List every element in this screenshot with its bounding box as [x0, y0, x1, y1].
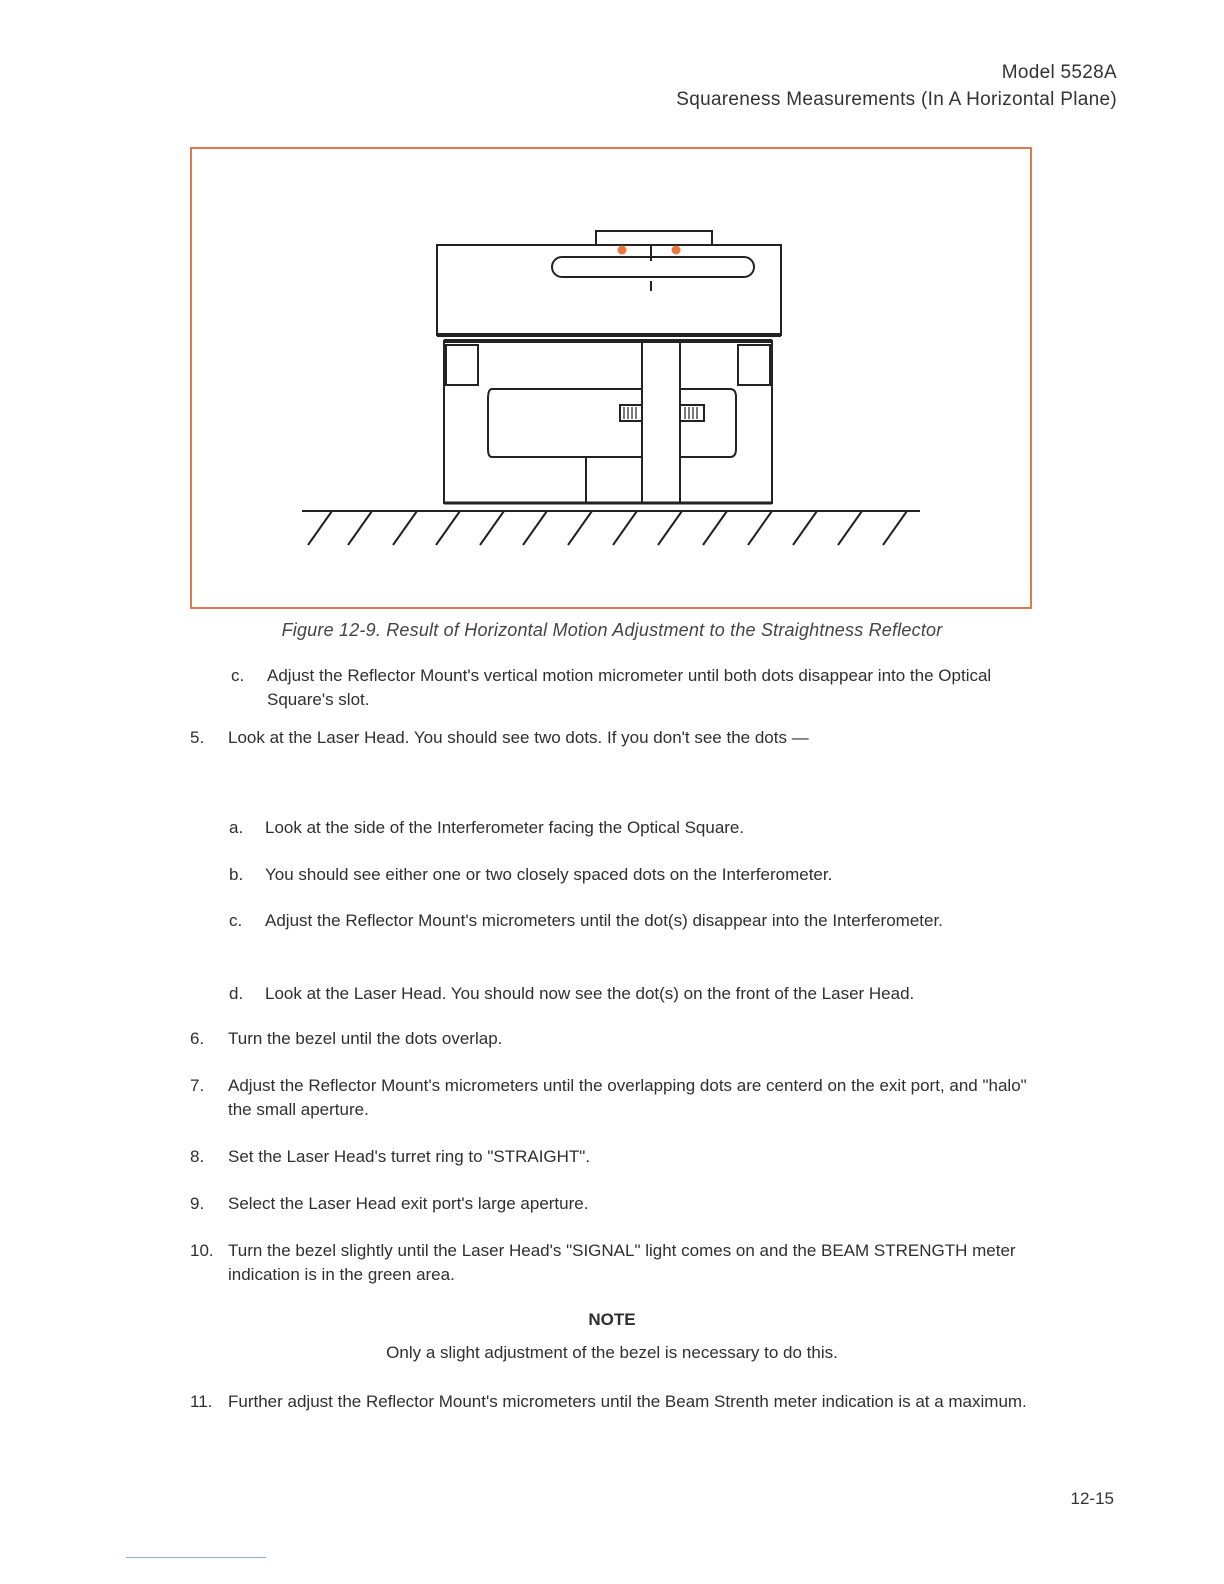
micrometer-knob-left [620, 405, 642, 421]
beam-dot-left [618, 246, 627, 255]
step-number: c. [231, 666, 245, 685]
step-text: You should see either one or two closely spaced dots on the Interferometer. [265, 865, 833, 884]
top-plate [596, 231, 712, 245]
step-number: a. [229, 818, 244, 837]
step-text: Select the Laser Head exit port's large aperture. [228, 1194, 589, 1213]
note-title: NOTE [588, 1310, 636, 1329]
step-text: Turn the bezel slightly until the Laser Head's "SIGNAL" light comes on and the BEAM STRENGTH meter indication is in the green area. [228, 1241, 1016, 1284]
beam-dot-right [672, 246, 681, 255]
step-text: Look at the side of the Interferometer facing the Optical Square. [265, 818, 745, 837]
step-text: Turn the bezel until the dots overlap. [228, 1029, 503, 1048]
step-number: d. [229, 984, 244, 1003]
micrometer-knob-right [680, 405, 704, 421]
header-section-title: Squareness Measurements (In A Horizontal Plane) [676, 89, 1117, 110]
step-number: 5. [190, 728, 205, 747]
step-number: 10. [190, 1241, 214, 1260]
step-text: Further adjust the Reflector Mount's micrometers until the Beam Strenth meter indication is at a maximum. [228, 1392, 1027, 1411]
inner-panel [488, 389, 642, 457]
step-number: c. [229, 911, 243, 930]
step-text: Adjust the Reflector Mount's micrometers until the overlapping dots are centerd on the exit port, and "halo" the small aperture. [228, 1076, 1027, 1119]
figure-frame [190, 147, 1032, 609]
reflector-illustration [192, 149, 1030, 607]
step-number: 6. [190, 1029, 205, 1048]
step-number: 11. [190, 1392, 213, 1411]
step-number: 8. [190, 1147, 205, 1166]
footer-rule [126, 1557, 266, 1558]
step-text: Set the Laser Head's turret ring to "STRAIGHT". [228, 1147, 591, 1166]
step-number: 7. [190, 1076, 205, 1095]
step-text: Look at the Laser Head. You should see two dots. If you don't see the dots — [228, 728, 809, 747]
note-text: Only a slight adjustment of the bezel is necessary to do this. [386, 1343, 838, 1362]
figure-caption: Figure 12-9. Result of Horizontal Motion Adjustment to the Straightness Reflector [281, 620, 943, 640]
optical-square-slot [552, 257, 754, 277]
center-column [642, 341, 680, 503]
step-number: 9. [190, 1194, 205, 1213]
reflector-mount-body [444, 341, 772, 503]
step-text: Adjust the Reflector Mount's micrometers until the dot(s) disappear into the Interferometer. [265, 911, 943, 930]
page-number: 12-15 [1070, 1489, 1114, 1508]
optical-square-housing [437, 245, 781, 335]
step-text: Adjust the Reflector Mount's vertical motion micrometer until both dots disappear into the Optical Square's slot. [267, 666, 992, 709]
step-text: Look at the Laser Head. You should now see the dot(s) on the front of the Laser Head. [265, 984, 915, 1003]
step-number: b. [229, 865, 244, 884]
header-model: Model 5528A [1001, 62, 1117, 83]
